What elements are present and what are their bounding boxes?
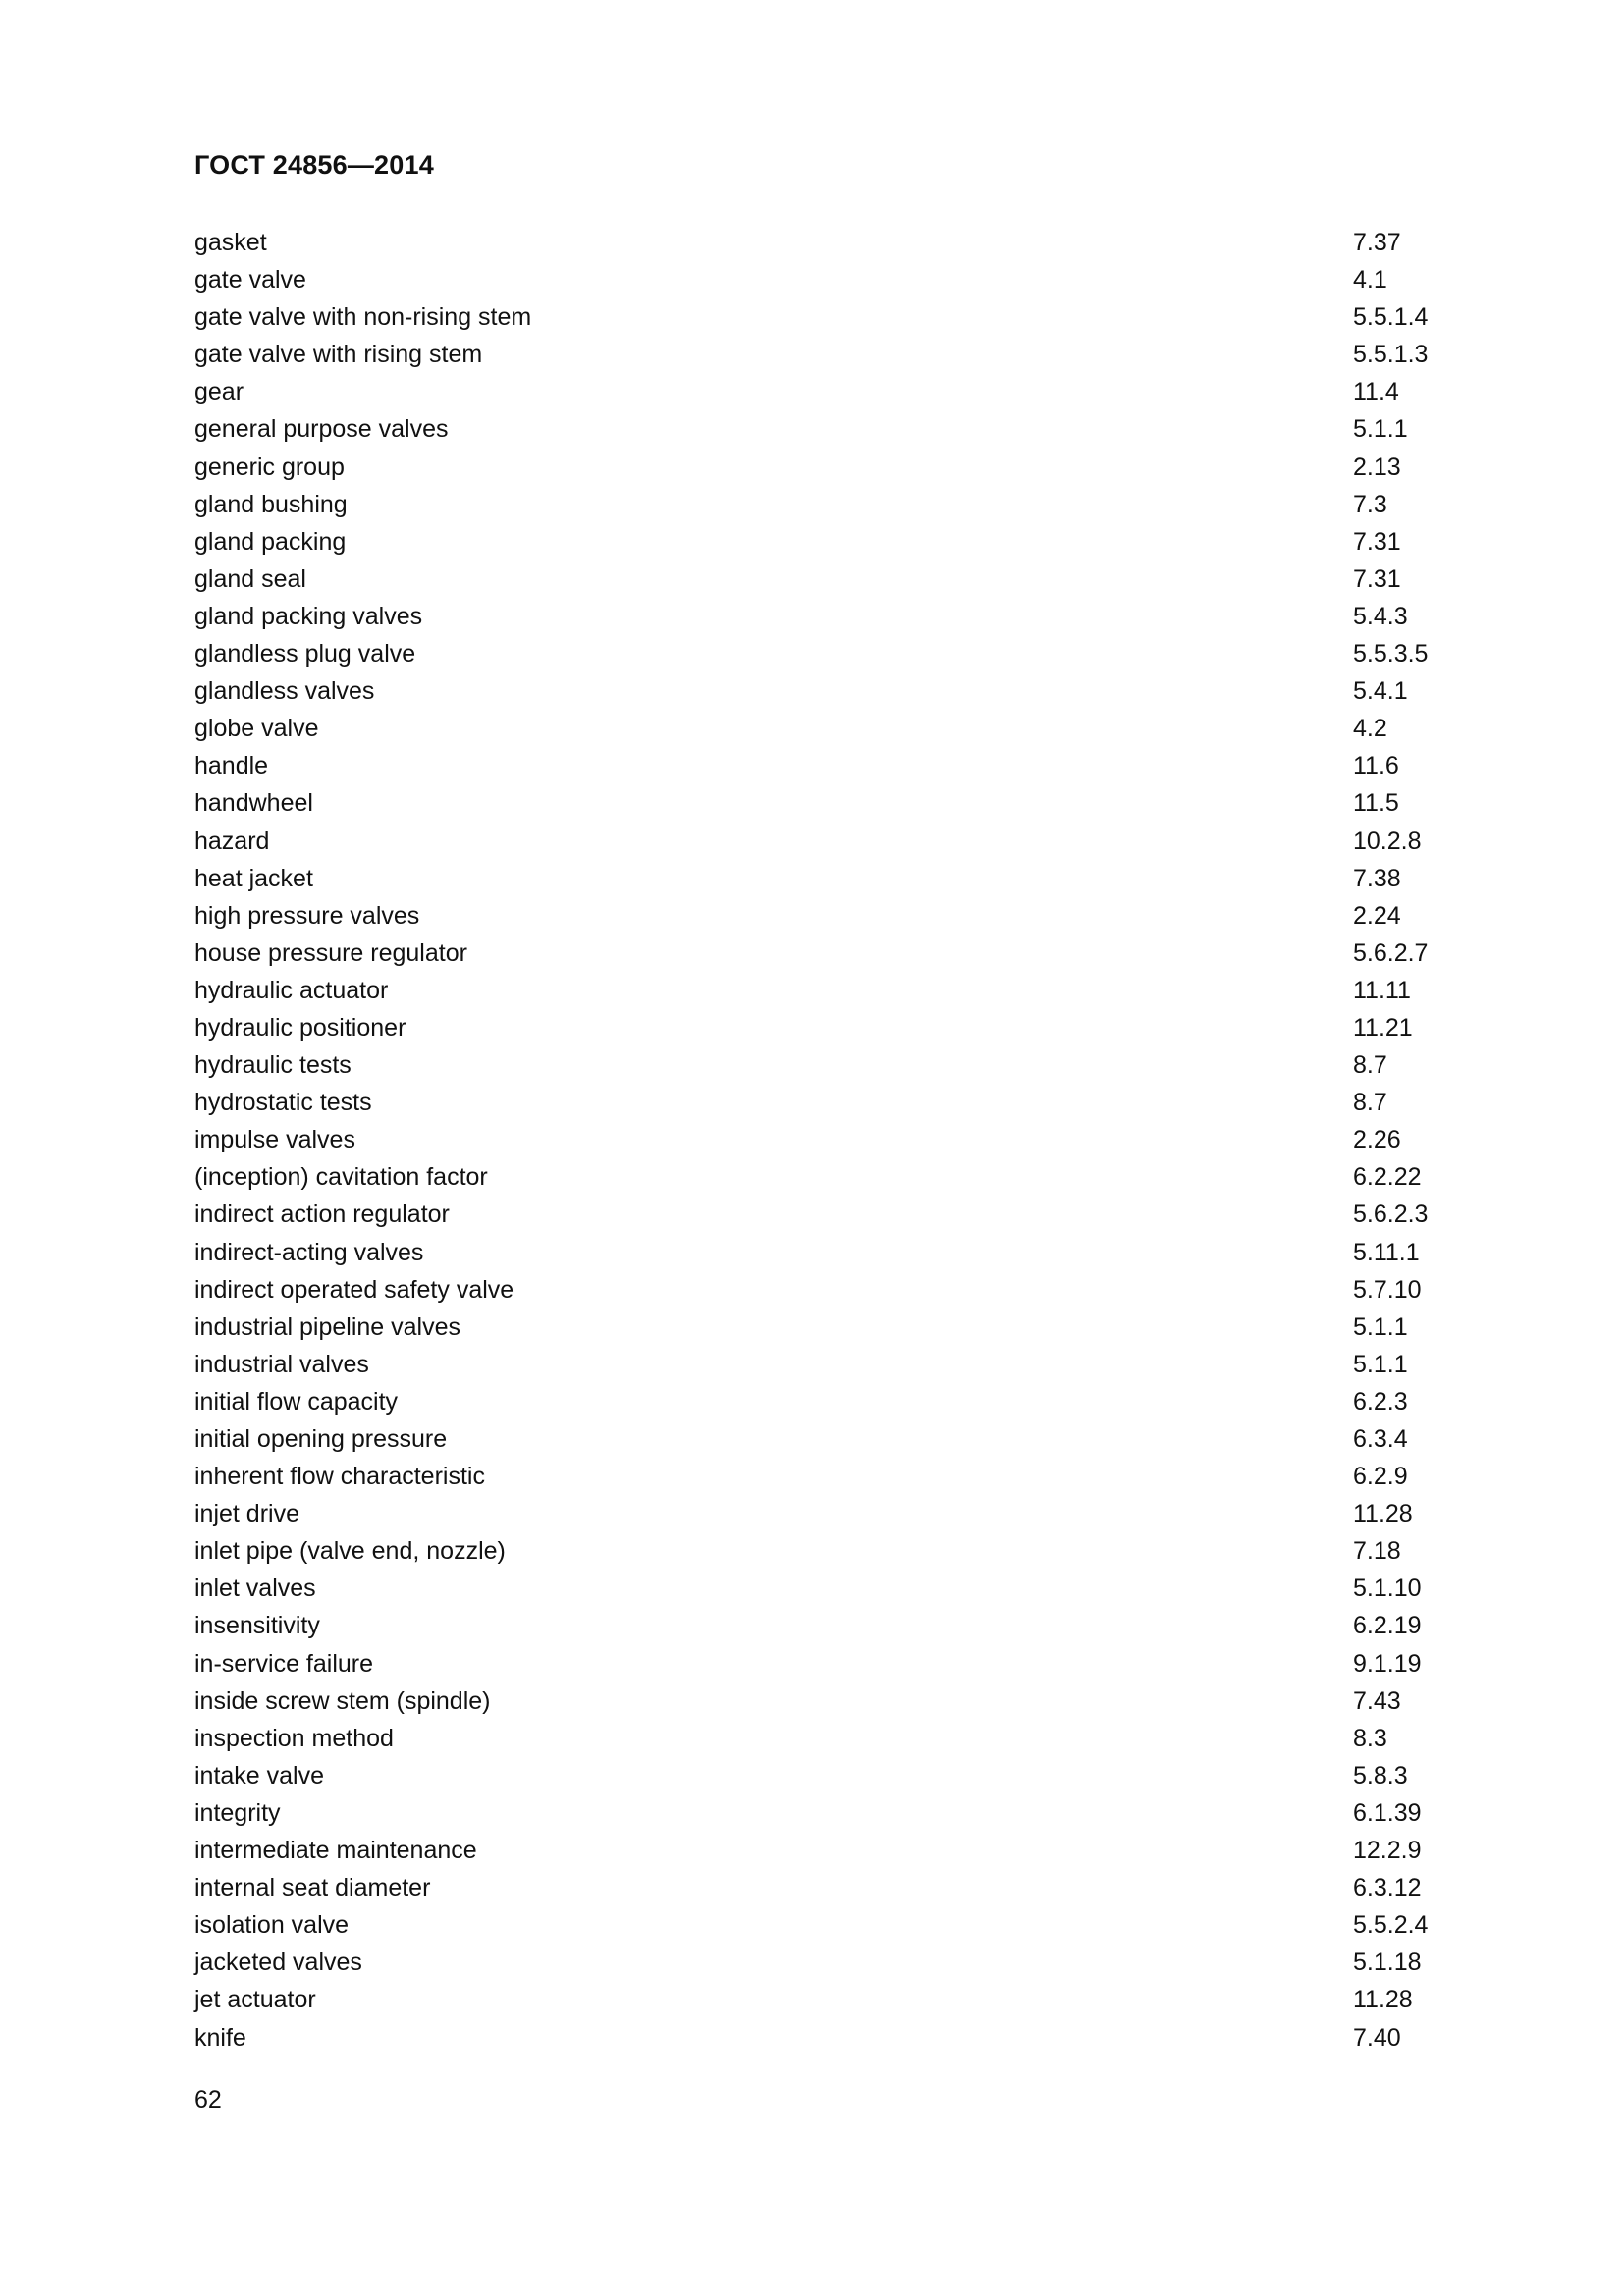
index-row xyxy=(194,410,1461,448)
index-term: in-service failure xyxy=(194,1649,374,1678)
index-row xyxy=(194,224,1461,261)
index-reference: 5.11.1 xyxy=(1353,1238,1420,1266)
index-row xyxy=(194,2019,1461,2056)
index-term: hydraulic actuator xyxy=(194,976,389,1004)
index-term: house pressure regulator xyxy=(194,938,467,967)
index-reference: 5.5.2.4 xyxy=(1353,1911,1429,1940)
index-row xyxy=(194,1757,1461,1794)
index-term: impulse valves xyxy=(194,1126,355,1154)
index-row xyxy=(194,1720,1461,1757)
index-row xyxy=(194,972,1461,1009)
index-reference: 4.1 xyxy=(1353,266,1387,294)
index-row xyxy=(194,1570,1461,1607)
index-term: gate valve xyxy=(194,266,306,294)
index-row xyxy=(194,523,1461,561)
index-reference: 5.4.1 xyxy=(1353,677,1408,706)
index-row xyxy=(194,1944,1461,1981)
index-row xyxy=(194,860,1461,897)
index-reference: 7.43 xyxy=(1353,1686,1401,1715)
index-reference: 7.3 xyxy=(1353,490,1387,518)
index-reference: 6.3.12 xyxy=(1353,1874,1422,1902)
index-row xyxy=(194,1645,1461,1682)
index-reference: 2.26 xyxy=(1353,1126,1401,1154)
index-row xyxy=(194,1420,1461,1458)
index-term: globe valve xyxy=(194,715,319,743)
index-reference: 10.2.8 xyxy=(1353,827,1422,855)
index-row xyxy=(194,897,1461,934)
index-term: generic group xyxy=(194,453,345,481)
index-row xyxy=(194,1308,1461,1346)
index-term: jet actuator xyxy=(194,1986,316,2014)
index-reference: 12.2.9 xyxy=(1353,1837,1422,1865)
index-term: general purpose valves xyxy=(194,415,449,444)
index-term: hazard xyxy=(194,827,270,855)
index-row xyxy=(194,1495,1461,1532)
index-reference: 7.31 xyxy=(1353,527,1401,556)
index-row xyxy=(194,784,1461,822)
index-term: initial flow capacity xyxy=(194,1387,399,1415)
index-term: heat jacket xyxy=(194,864,313,892)
index-row xyxy=(194,635,1461,672)
index-reference: 5.8.3 xyxy=(1353,1761,1408,1789)
index-term: internal seat diameter xyxy=(194,1874,431,1902)
index-reference: 7.40 xyxy=(1353,2023,1401,2052)
index-reference: 9.1.19 xyxy=(1353,1649,1422,1678)
index-term: gasket xyxy=(194,229,267,256)
index-row xyxy=(194,1906,1461,1944)
index-row xyxy=(194,1383,1461,1420)
index-reference: 5.5.1.3 xyxy=(1353,341,1429,369)
index-reference: 11.21 xyxy=(1353,1013,1413,1041)
index-reference: 5.7.10 xyxy=(1353,1275,1422,1304)
index-term: integrity xyxy=(194,1798,281,1827)
index-row xyxy=(194,261,1461,298)
index-reference: 2.13 xyxy=(1353,453,1401,481)
index-reference: 11.5 xyxy=(1353,789,1399,818)
index-term: inherent flow characteristic xyxy=(194,1463,485,1491)
index-row xyxy=(194,1869,1461,1906)
index-term: industrial pipeline valves xyxy=(194,1312,460,1341)
index-row xyxy=(194,1084,1461,1121)
page-number: 62 xyxy=(194,2086,222,2113)
index-reference: 5.1.18 xyxy=(1353,1949,1422,1977)
index-reference: 5.5.1.4 xyxy=(1353,303,1429,332)
index-reference: 8.7 xyxy=(1353,1089,1387,1117)
index-term: injet drive xyxy=(194,1500,299,1528)
index-term: gland seal xyxy=(194,564,306,593)
index-reference: 6.3.4 xyxy=(1353,1425,1408,1453)
index-row xyxy=(194,1794,1461,1832)
index-term: intermediate maintenance xyxy=(194,1837,477,1865)
index-term: gate valve with non-rising stem xyxy=(194,303,532,332)
index-row xyxy=(194,710,1461,747)
index-row xyxy=(194,561,1461,598)
index-term: inlet valves xyxy=(194,1575,316,1603)
index-row xyxy=(194,486,1461,523)
index-row xyxy=(194,1346,1461,1383)
index-term: jacketed valves xyxy=(194,1949,362,1977)
index-reference: 5.5.3.5 xyxy=(1353,640,1429,668)
index-row xyxy=(194,1158,1461,1196)
index-reference: 2.24 xyxy=(1353,901,1401,930)
index-reference: 11.11 xyxy=(1353,976,1411,1004)
index-list xyxy=(194,224,1461,2056)
index-term: (inception) cavitation factor xyxy=(194,1163,488,1192)
index-reference: 7.38 xyxy=(1353,864,1401,892)
index-row xyxy=(194,747,1461,784)
index-term: indirect operated safety valve xyxy=(194,1275,514,1304)
index-term: indirect-acting valves xyxy=(194,1238,424,1266)
index-reference: 5.1.10 xyxy=(1353,1575,1422,1603)
index-term: inspection method xyxy=(194,1724,394,1752)
index-term: isolation valve xyxy=(194,1911,350,1940)
index-reference: 6.2.3 xyxy=(1353,1387,1408,1415)
index-reference: 6.2.19 xyxy=(1353,1612,1422,1640)
index-reference: 5.1.1 xyxy=(1353,415,1408,444)
index-term: insensitivity xyxy=(194,1612,320,1640)
index-reference: 6.2.22 xyxy=(1353,1163,1422,1192)
index-term: hydraulic tests xyxy=(194,1051,352,1080)
index-row xyxy=(194,1046,1461,1084)
index-row xyxy=(194,298,1461,336)
index-term: glandless valves xyxy=(194,677,375,706)
index-row xyxy=(194,1458,1461,1495)
index-row xyxy=(194,373,1461,410)
index-row xyxy=(194,672,1461,710)
index-row xyxy=(194,1981,1461,2018)
index-term: glandless plug valve xyxy=(194,640,416,668)
index-row xyxy=(194,336,1461,373)
index-row xyxy=(194,1682,1461,1720)
index-term: knife xyxy=(194,2023,246,2052)
index-term: handle xyxy=(194,752,269,780)
index-row xyxy=(194,1009,1461,1046)
index-term: gear xyxy=(194,378,244,406)
index-reference: 5.1.1 xyxy=(1353,1312,1408,1341)
index-reference: 8.7 xyxy=(1353,1051,1387,1080)
index-term: hydrostatic tests xyxy=(194,1089,372,1117)
index-reference: 8.3 xyxy=(1353,1724,1387,1752)
index-reference: 6.2.9 xyxy=(1353,1463,1408,1491)
index-term: intake valve xyxy=(194,1761,325,1789)
index-reference: 6.1.39 xyxy=(1353,1798,1422,1827)
index-term: gland packing valves xyxy=(194,602,423,630)
index-reference: 11.28 xyxy=(1353,1500,1413,1528)
index-reference: 7.37 xyxy=(1353,229,1401,256)
document-header: ГОСТ 24856—2014 xyxy=(194,150,434,180)
index-term: initial opening pressure xyxy=(194,1425,448,1453)
index-reference: 5.6.2.7 xyxy=(1353,938,1429,967)
index-term: gland packing xyxy=(194,527,347,556)
index-reference: 5.4.3 xyxy=(1353,602,1408,630)
index-row xyxy=(194,1121,1461,1158)
index-term: handwheel xyxy=(194,789,313,818)
index-term: gland bushing xyxy=(194,490,348,518)
index-row xyxy=(194,1234,1461,1271)
index-row xyxy=(194,1271,1461,1308)
index-term: inlet pipe (valve end, nozzle) xyxy=(194,1537,506,1566)
index-term: industrial valves xyxy=(194,1350,369,1378)
index-row xyxy=(194,823,1461,860)
index-reference: 11.6 xyxy=(1353,752,1399,780)
index-row xyxy=(194,1532,1461,1570)
index-row xyxy=(194,1196,1461,1233)
index-reference: 11.4 xyxy=(1353,378,1399,406)
index-term: high pressure valves xyxy=(194,901,420,930)
index-row xyxy=(194,1832,1461,1869)
index-row xyxy=(194,598,1461,635)
index-reference: 7.18 xyxy=(1353,1537,1401,1566)
index-term: indirect action regulator xyxy=(194,1201,450,1229)
index-reference: 11.28 xyxy=(1353,1986,1413,2014)
index-reference: 4.2 xyxy=(1353,715,1387,743)
index-reference: 7.31 xyxy=(1353,564,1401,593)
index-reference: 5.1.1 xyxy=(1353,1350,1408,1378)
index-row xyxy=(194,934,1461,972)
index-term: inside screw stem (spindle) xyxy=(194,1686,491,1715)
index-term: hydraulic positioner xyxy=(194,1013,406,1041)
index-row xyxy=(194,449,1461,486)
index-term: gate valve with rising stem xyxy=(194,341,483,369)
index-reference: 5.6.2.3 xyxy=(1353,1201,1429,1229)
index-row xyxy=(194,1607,1461,1644)
